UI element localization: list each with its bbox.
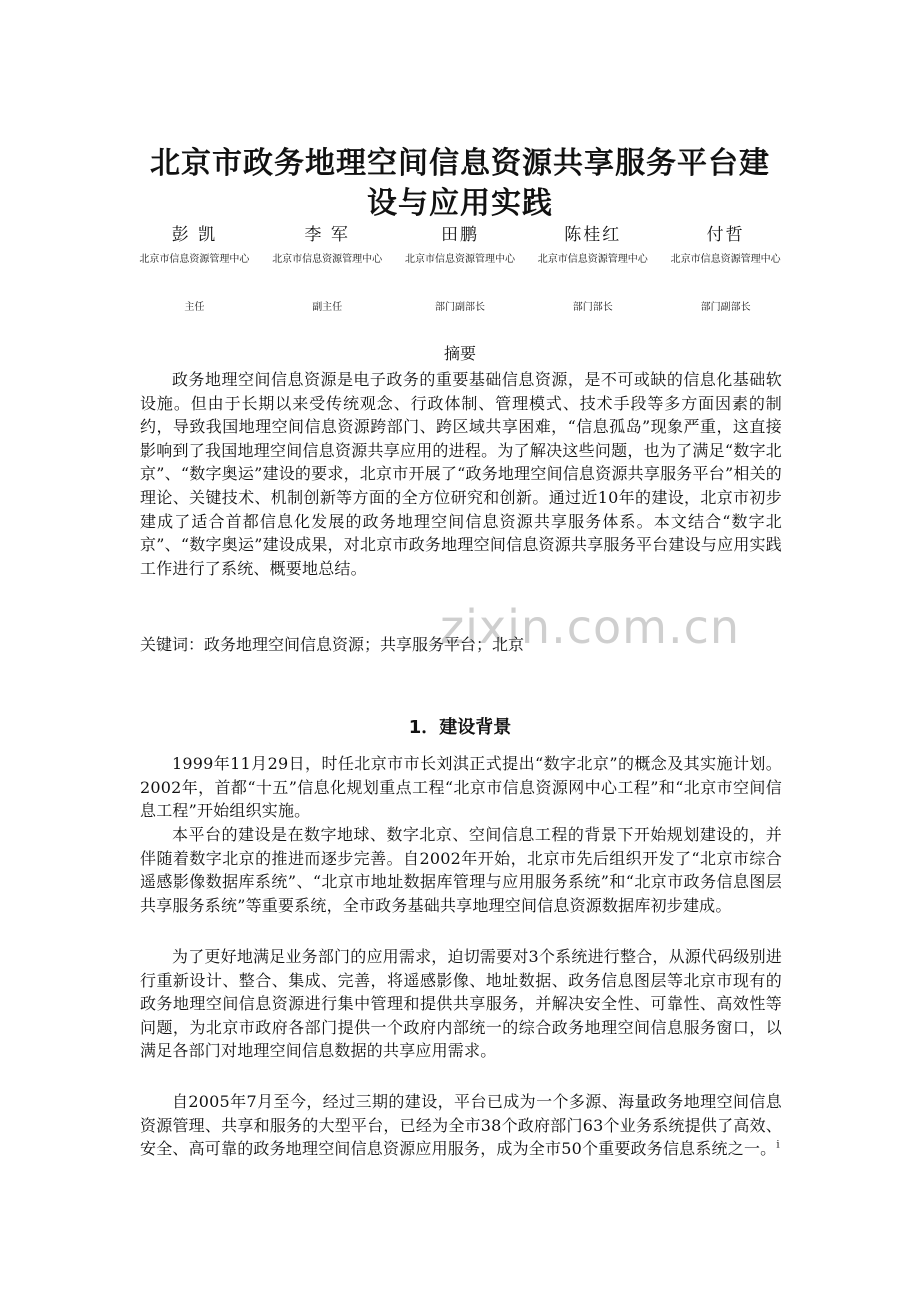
author-name: 彭 凯 <box>171 225 218 245</box>
body-paragraph: 为了更好地满足业务部门的应用需求，迫切需要对3个系统进行整合，从源代码级别进行重新设计、整合、集成、完善，将遥感影像、地址数据、政务信息图层等北京市现有的政务地理空间信息资源进行集中管理和提供共享服务，并解决安全性、可靠性、高效性等问题，为北京市政府各部门提供一个政府内部统一的综合政务地理空间信息服务窗口，以满足各部门对地理空间信息数据的共享应用需求。 <box>140 947 782 1061</box>
author-affiliation: 北京市信息资源管理中心 <box>537 254 648 265</box>
author-affiliation: 北京市信息资源管理中心 <box>404 254 515 265</box>
section-heading: 1．建设背景 <box>408 717 512 738</box>
paper-title <box>120 144 800 224</box>
author-name: 田鹏 <box>440 225 479 245</box>
author-entry <box>659 222 792 318</box>
author-name: 陈桂红 <box>564 225 622 245</box>
watermark: zixin.com.cn <box>440 600 741 654</box>
author-role: 副主任 <box>312 302 343 313</box>
author-list <box>128 222 792 318</box>
footnote-marker[interactable]: i <box>776 1139 780 1151</box>
author-affiliation: 北京市信息资源管理中心 <box>139 254 250 265</box>
title-line-1: 北京市政务地理空间信息资源共享服务平台建 <box>150 146 770 181</box>
abstract-heading: 摘要 <box>443 344 476 363</box>
author-role: 部门副部长 <box>700 302 751 313</box>
author-affiliation: 北京市信息资源管理中心 <box>272 254 383 265</box>
author-affiliation: 北京市信息资源管理中心 <box>670 254 781 265</box>
keywords: 关键词：政务地理空间信息资源；共享服务平台；北京 <box>140 635 525 654</box>
body-paragraph: 本平台的建设是在数字地球、数字北京、空间信息工程的背景下开始规划建设的，并伴随着数字北京的推进而逐步完善。自2002年开始，北京市先后组织开发了“北京市综合遥感影像数据库系统”、“北京市地址数据库管理与应用服务系统”和“北京市政务信息图层共享服务系统”等重要系统，全市政务基础共享地理空间信息资源数据库初步建成。 <box>140 825 782 915</box>
author-entry <box>526 222 659 318</box>
body-paragraph: 1999年11月29日，时任北京市市长刘淇正式提出“数字北京”的概念及其实施计划。2002年，首都“十五”信息化规划重点工程“北京市信息资源网中心工程”和“北京市空间信息工程”开始组织实施。 <box>140 754 782 821</box>
author-role: 部门部长 <box>572 302 613 313</box>
author-entry <box>394 222 527 318</box>
author-role: 部门副部长 <box>434 302 485 313</box>
author-name: 李 军 <box>304 225 350 245</box>
author-name: 付哲 <box>706 225 745 245</box>
title-line-2: 设与应用实践 <box>367 186 553 221</box>
body-paragraph <box>140 1090 782 1161</box>
author-role: 主任 <box>184 302 205 313</box>
author-entry <box>128 222 261 318</box>
author-entry <box>261 222 394 318</box>
paragraph-text: 自2005年7月至今，经过三期的建设，平台已成为一个多源、海量政务地理空间信息资源管理、共享和服务的大型平台，已经为全市38个政府部门63个业务系统提供了高效、安全、高可靠的政务地理空间信息资源应用服务，成为全市50个重要政务信息系统之一。 <box>140 1092 782 1159</box>
abstract-text: 政务地理空间信息资源是电子政务的重要基础信息资源，是不可或缺的信息化基础软设施。但由于长期以来受传统观念、行政体制、管理模式、技术手段等多方面因素的制约，导致我国地理空间信息资源跨部门、跨区域共享困难，“信息孤岛”现象严重，这直接影响到了我国地理空间信息资源共享应用的进程。为了解决这些问题，也为了满足“数字北京”、“数字奥运”建设的要求，北京市开展了“政务地理空间信息资源共享服务平台”相关的理论、关键技术、机制创新等方面的全方位研究和创新。通过近10年的建设，北京市初步建成了适合首都信息化发展的政务地理空间信息资源共享服务体系。本文结合“数字北京”、“数字奥运”建设成果，对北京市政务地理空间信息资源共享服务平台建设与应用实践工作进行了系统、概要地总结。 <box>140 370 782 578</box>
